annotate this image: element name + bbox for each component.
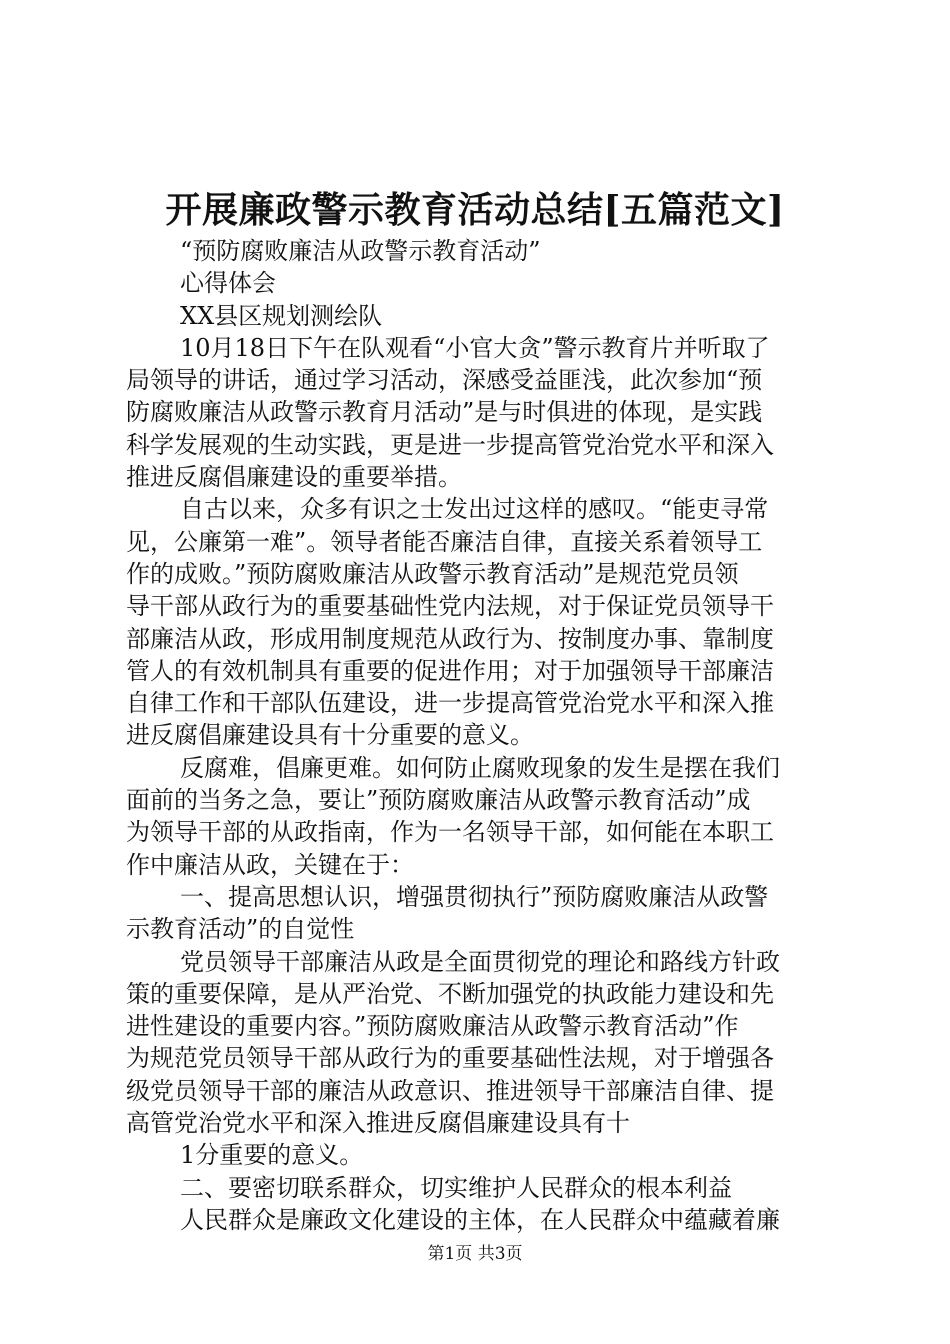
body-line: 策的重要保障，是从严治党、不断加强党的执政能力建设和先 xyxy=(126,979,774,1008)
body-line: 1分重要的意义。 xyxy=(180,1141,364,1170)
body-line: 反腐难，倡廉更难。如何防止腐败现象的发生是摆在我们 xyxy=(180,753,780,782)
body-line: 导干部从政行为的重要基础性党内法规，对于保证党员领导干 xyxy=(126,592,774,621)
page-footer: 第1页 共3页 xyxy=(427,1244,523,1264)
body-line: 面前的当务之急，要让”预防腐败廉洁从政警示教育活动”成 xyxy=(126,786,751,815)
body-line: 防腐败廉洁从政警示教育月活动”是与时俱进的体现，是实践 xyxy=(126,398,763,427)
body-line: 示教育活动”的自觉性 xyxy=(126,915,355,944)
body-line: 一、提高思想认识，增强贯彻执行”预防腐败廉洁从政警 xyxy=(180,882,769,911)
body-line: “预防腐败廉洁从政警示教育活动” xyxy=(180,237,541,265)
body-line: 进性建设的重要内容。”预防腐败廉洁从政警示教育活动”作 xyxy=(126,1012,739,1041)
body-line: 见，公廉第一难”。领导者能否廉洁自律，直接关系着领导工 xyxy=(126,527,763,556)
body-line: 部廉洁从政，形成用制度规范从政行为、按制度办事、靠制度 xyxy=(126,624,774,653)
body-line: 高管党治党水平和深入推进反腐倡廉建设具有十 xyxy=(126,1109,630,1138)
body-line: 自古以来，众多有识之士发出过这样的感叹。“能吏寻常 xyxy=(180,495,769,524)
body-line: 科学发展观的生动实践，更是进一步提高管党治党水平和深入 xyxy=(126,430,774,459)
body-line: 党员领导干部廉洁从政是全面贯彻党的理论和路线方针政 xyxy=(180,947,780,976)
body-line: 级党员领导干部的廉洁从政意识、推进领导干部廉洁自律、提 xyxy=(126,1076,774,1105)
body-line: 进反腐倡廉建设具有十分重要的意义。 xyxy=(126,721,534,750)
document-title: 开展廉政警示教育活动总结[五篇范文] xyxy=(165,189,785,231)
body-line: 为领导干部的从政指南，作为一名领导干部，如何能在本职工 xyxy=(126,818,774,847)
body-line: 为规范党员领导干部从政行为的重要基础性法规，对于增强各 xyxy=(126,1044,774,1073)
body-line: 管人的有效机制具有重要的促进作用；对于加强领导干部廉洁 xyxy=(126,656,774,685)
body-line: 局领导的讲话，通过学习活动，深感受益匪浅，此次参加“预 xyxy=(126,366,763,395)
body-line: 心得体会 xyxy=(180,269,276,298)
body-line: 10月18日下午在队观看“小官大贪”警示教育片并听取了 xyxy=(180,333,770,362)
body-line: 推进反腐倡廉建设的重要举措。 xyxy=(126,463,462,492)
body-line: 自律工作和干部队伍建设，进一步提高管党治党水平和深入推 xyxy=(126,689,774,718)
body-line: 人民群众是廉政文化建设的主体，在人民群众中蕴藏着廉 xyxy=(180,1205,780,1234)
document-body xyxy=(126,235,832,1236)
body-line: 作的成败。”预防腐败廉洁从政警示教育活动”是规范党员领 xyxy=(126,559,739,588)
body-line: 作中廉洁从政，关键在于： xyxy=(126,850,414,879)
body-line: XX县区规划测绘队 xyxy=(180,301,383,330)
body-line: 二、要密切联系群众，切实维护人民群众的根本利益 xyxy=(180,1173,732,1202)
